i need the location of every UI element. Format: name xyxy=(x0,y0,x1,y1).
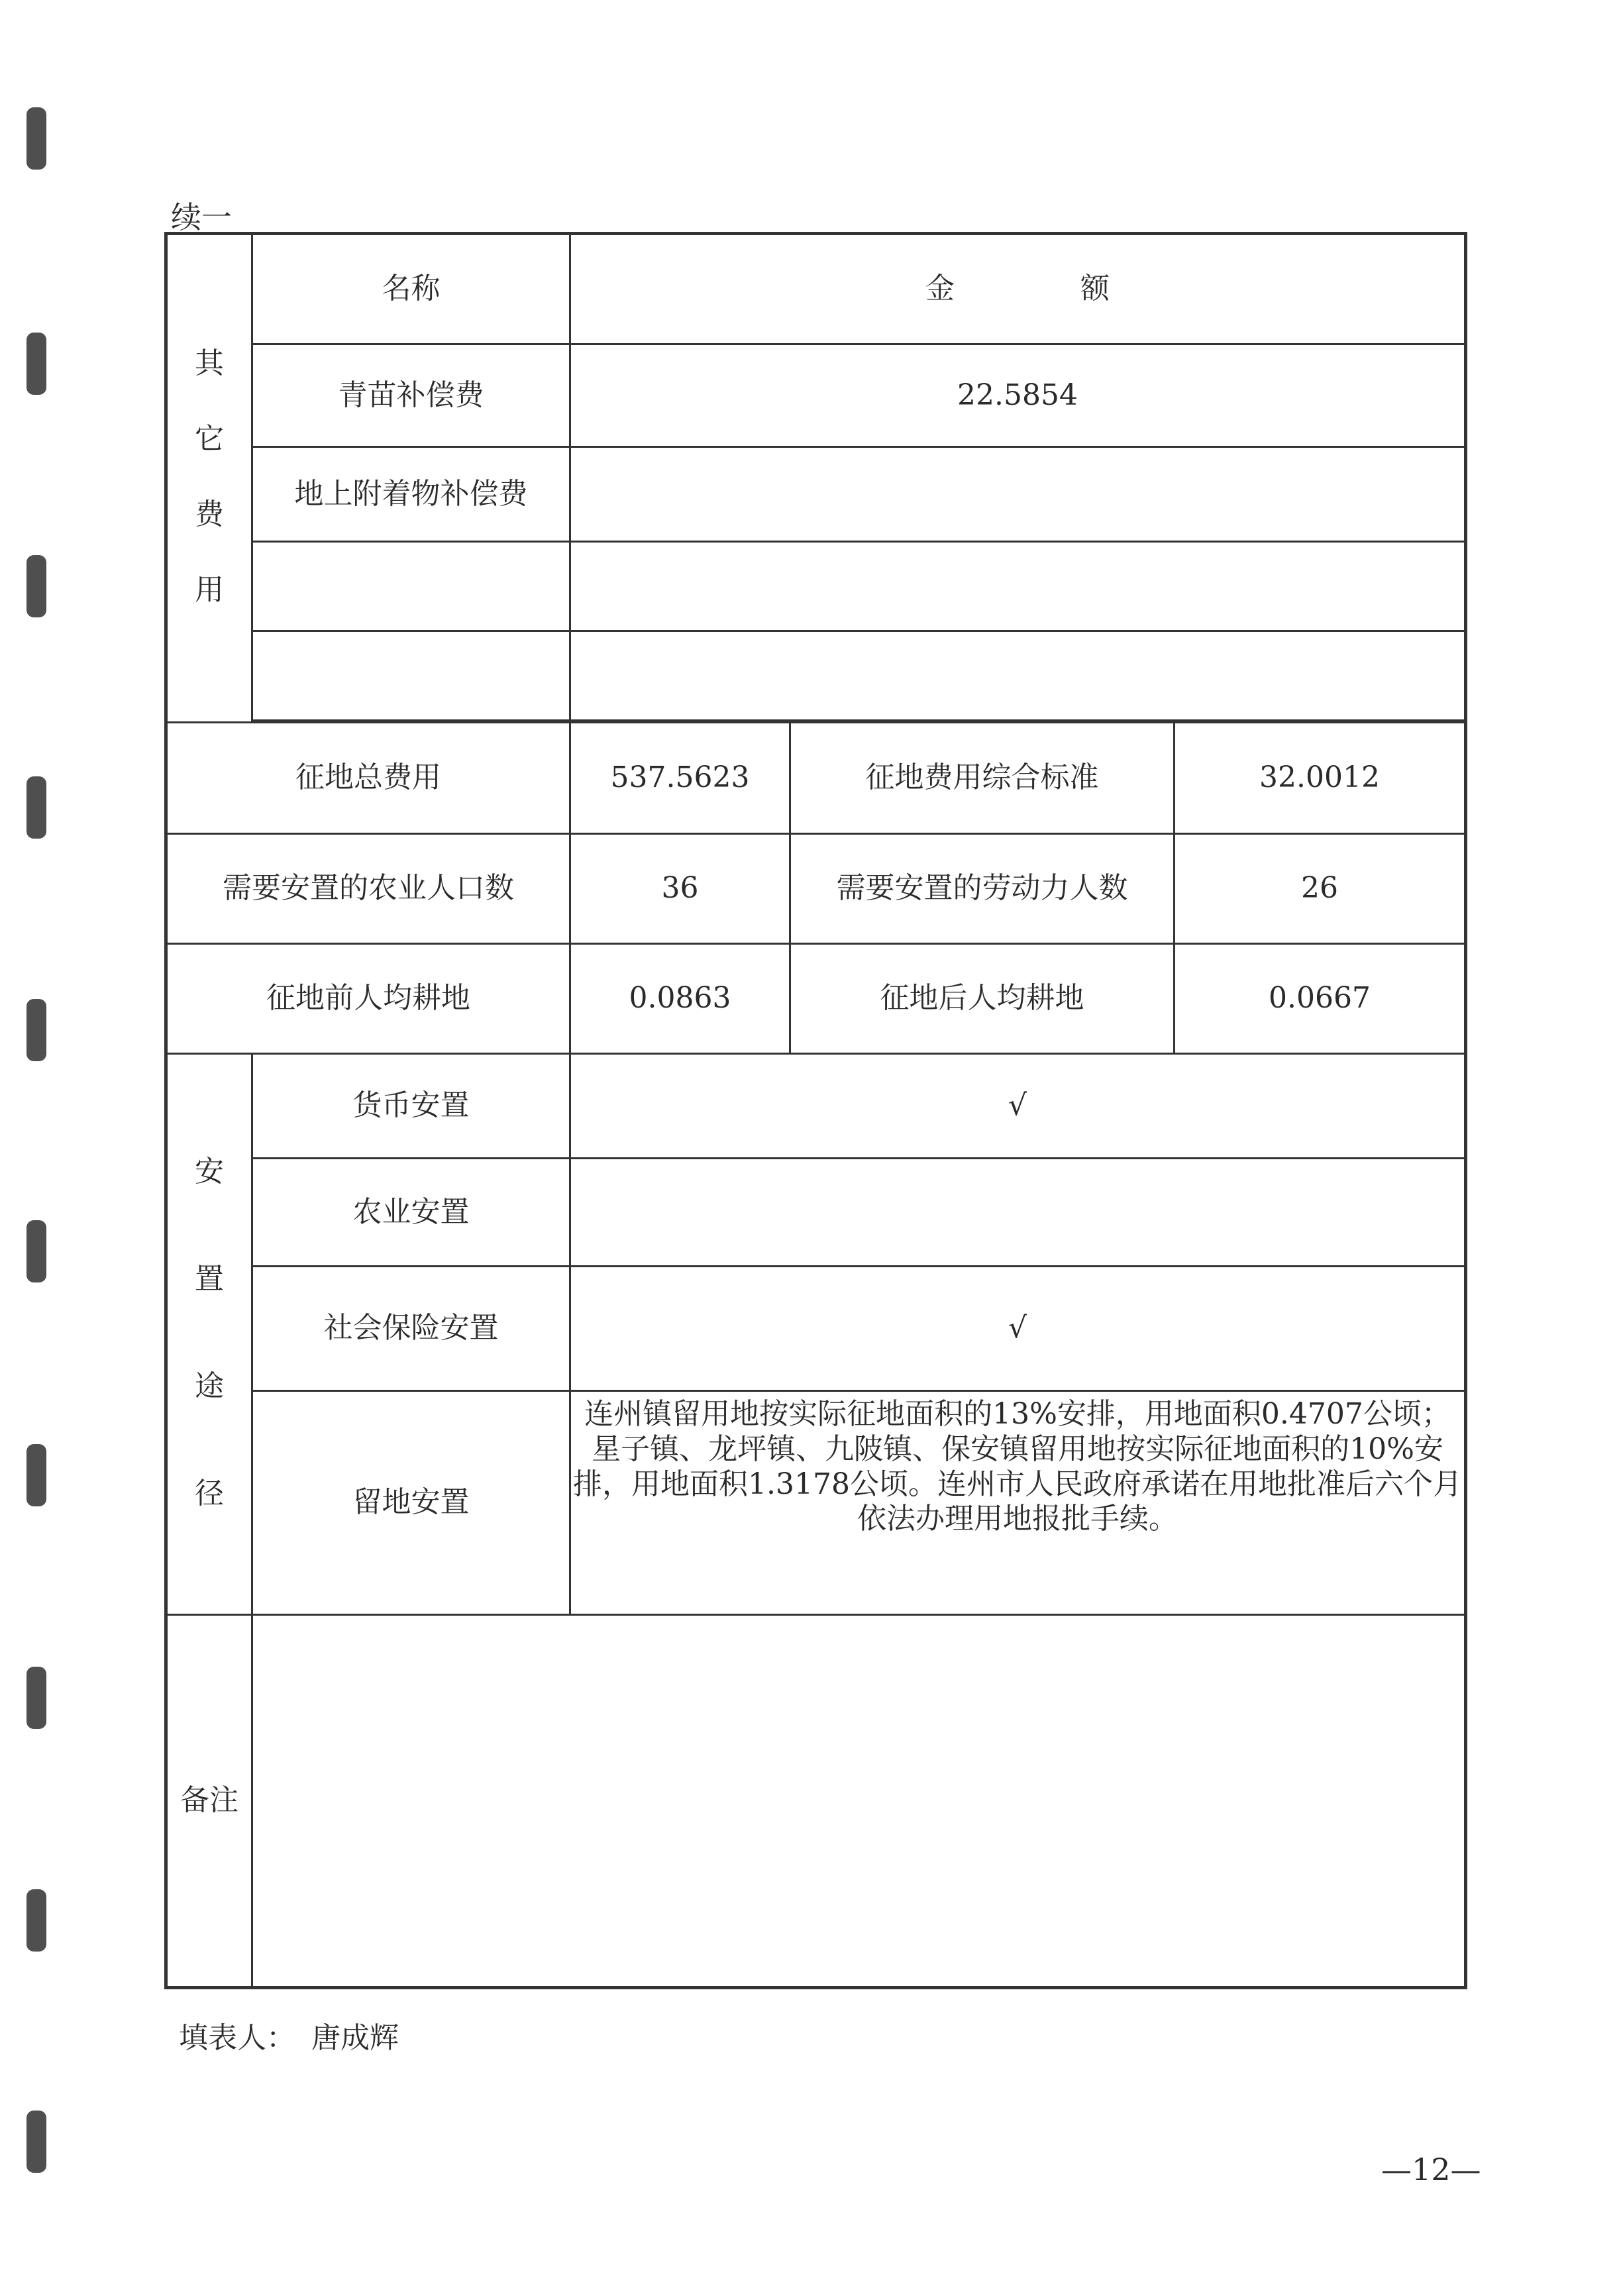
summary-value: 32.0012 xyxy=(1175,723,1466,834)
resettlement-method: 农业安置 xyxy=(252,1159,570,1267)
remarks-label: 备注 xyxy=(166,1615,252,1988)
summary-label: 征地前人均耕地 xyxy=(166,944,570,1054)
summary-label: 征地总费用 xyxy=(166,723,570,834)
continuation-label: 续一 xyxy=(171,199,232,235)
binder-hole xyxy=(26,555,46,617)
summary-value: 537.5623 xyxy=(570,723,790,834)
resettlement-value xyxy=(570,1159,1466,1267)
binder-hole xyxy=(26,1220,46,1282)
summary-value: 26 xyxy=(1175,834,1466,944)
reserved-land-description: 连州镇留用地按实际征地面积的13%安排，用地面积0.4707公顷；星子镇、龙坪镇、九陂镇、保安镇留用地按实际征地面积的10%安排，用地面积1.3178公顷。连州市人民政府承诺在用地批准后六个月依法办理用地报批手续。 xyxy=(570,1391,1466,1615)
col-name-header: 名称 xyxy=(252,234,570,344)
fee-name-cell xyxy=(252,542,570,631)
fee-amount-cell xyxy=(570,447,1466,542)
binder-hole xyxy=(26,1889,46,1952)
summary-value: 0.0863 xyxy=(570,944,790,1054)
summary-value: 36 xyxy=(570,834,790,944)
binder-hole xyxy=(26,107,46,170)
fee-name-cell xyxy=(252,631,570,721)
fee-name-cell: 青苗补偿费 xyxy=(252,344,570,447)
summary-label: 需要安置的劳动力人数 xyxy=(790,834,1175,944)
binder-hole xyxy=(26,333,46,395)
page-number: —12— xyxy=(1381,2152,1481,2187)
binder-hole xyxy=(26,1444,46,1506)
binder-hole xyxy=(26,1667,46,1729)
other-fees-group-label: 其 它 费 用 xyxy=(166,234,252,723)
resettlement-method: 社会保险安置 xyxy=(252,1267,570,1391)
fee-amount-cell: 22.5854 xyxy=(570,344,1466,447)
check-mark: √ xyxy=(570,1054,1466,1159)
fee-amount-cell xyxy=(570,542,1466,631)
resettlement-group-label: 安 置 途 径 xyxy=(166,1054,252,1615)
binder-hole xyxy=(26,2111,46,2173)
filler-label: 填表人： xyxy=(179,2021,295,2055)
summary-label: 征地费用综合标准 xyxy=(790,723,1175,834)
land-expropriation-table xyxy=(164,232,1467,1989)
check-mark: √ xyxy=(570,1267,1466,1391)
filler-name: 唐成辉 xyxy=(311,2021,399,2055)
summary-label: 需要安置的农业人口数 xyxy=(166,834,570,944)
summary-label: 征地后人均耕地 xyxy=(790,944,1175,1054)
summary-value: 0.0667 xyxy=(1175,944,1466,1054)
remarks-value xyxy=(252,1615,1466,1988)
resettlement-method: 货币安置 xyxy=(252,1054,570,1159)
binder-hole xyxy=(26,776,46,839)
resettlement-method: 留地安置 xyxy=(252,1391,570,1615)
fee-name-cell: 地上附着物补偿费 xyxy=(252,447,570,542)
fee-amount-cell xyxy=(570,631,1466,721)
binder-hole xyxy=(26,999,46,1061)
col-amount-header: 金 额 xyxy=(570,234,1466,344)
